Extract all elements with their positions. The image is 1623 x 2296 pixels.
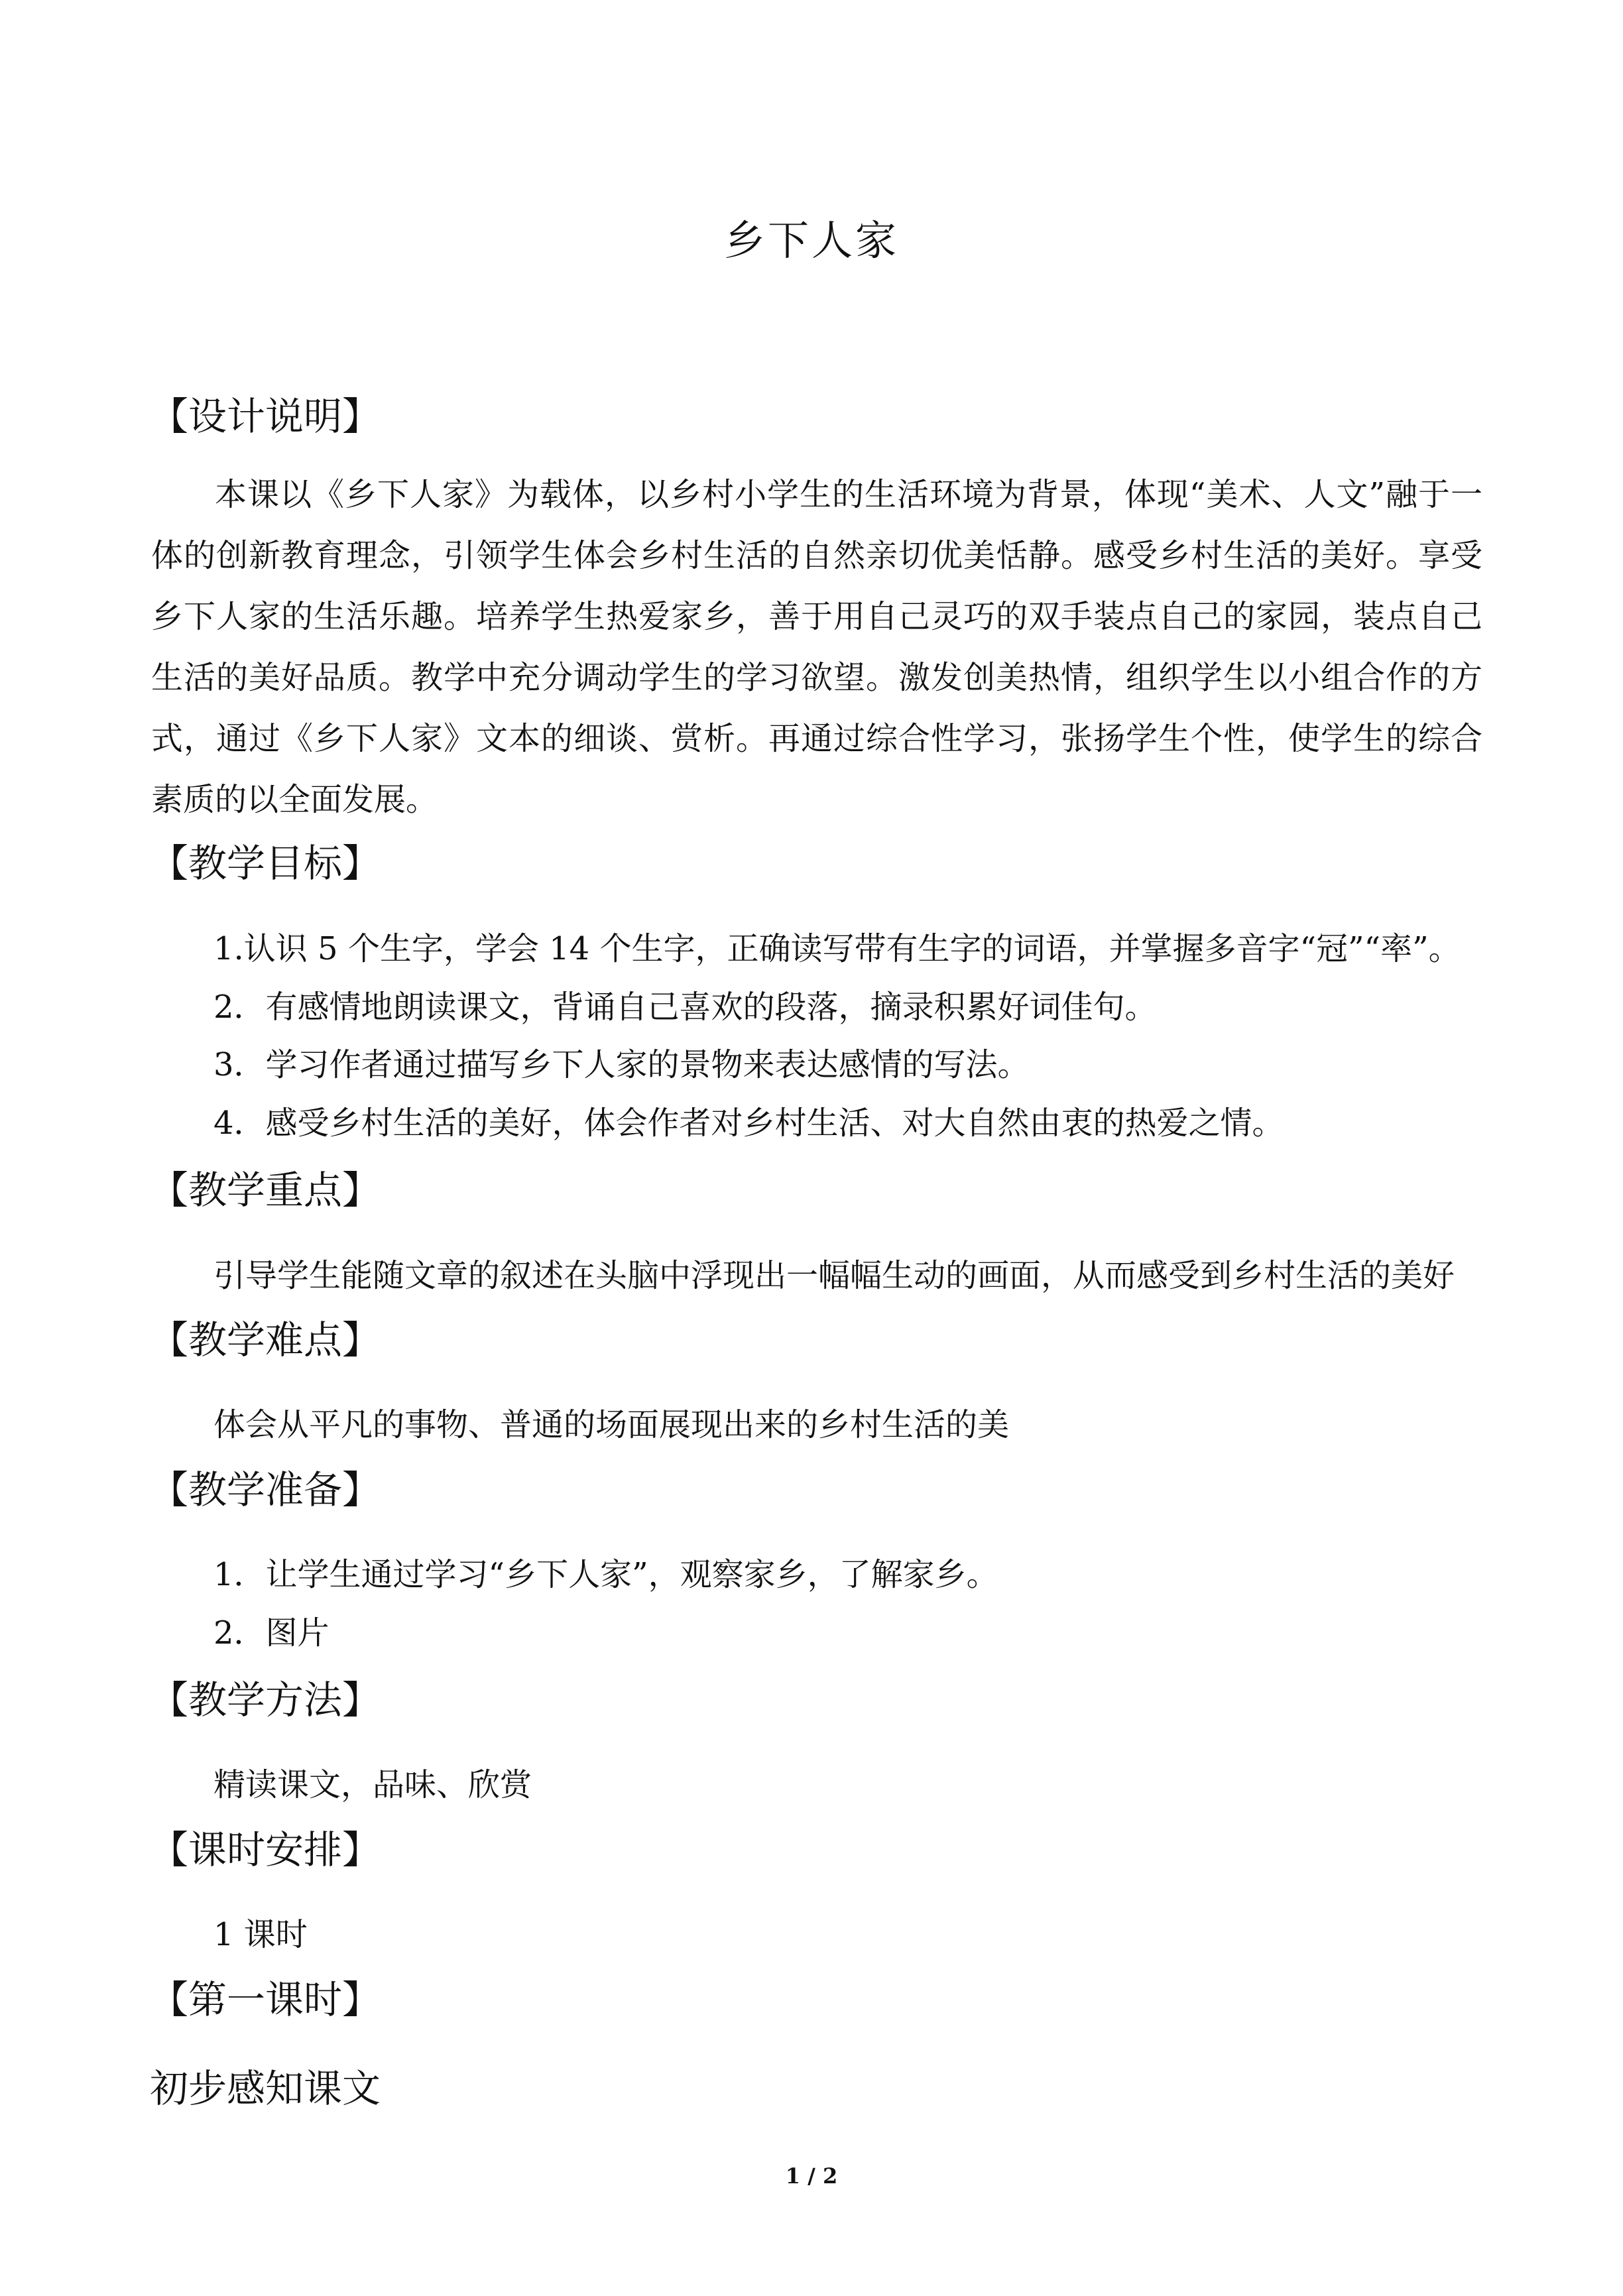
goal-item-3: 3．学习作者通过描写乡下人家的景物来表达感情的写法。 (213, 1046, 1030, 1083)
section-heading-design: 【设计说明】 (150, 394, 381, 439)
section-heading-methods: 【教学方法】 (150, 1677, 381, 1722)
section-heading-key-points: 【教学重点】 (150, 1168, 381, 1213)
subheading-perception: 初步感知课文 (150, 2066, 381, 2111)
preparation-item-2: 2．图片 (213, 1614, 330, 1652)
section-heading-first-lesson: 【第一课时】 (150, 1977, 381, 2022)
preparation-item-1: 1．让学生通过学习“乡下人家”，观察家乡，了解家乡。 (213, 1556, 998, 1593)
key-points-text: 引导学生能随文章的叙述在头脑中浮现出一幅幅生动的画面，从而感受到乡村生活的美好 (213, 1257, 1455, 1294)
section-heading-difficulties: 【教学难点】 (150, 1317, 381, 1362)
methods-text: 精读课文，品味、欣赏 (213, 1766, 532, 1803)
section-heading-goals: 【教学目标】 (150, 841, 381, 886)
schedule-text: 1 课时 (213, 1916, 308, 1953)
difficulties-text: 体会从平凡的事物、普通的场面展现出来的乡村生活的美 (213, 1406, 1010, 1443)
section-heading-schedule: 【课时安排】 (150, 1827, 381, 1872)
section-heading-preparation: 【教学准备】 (150, 1467, 381, 1512)
design-paragraph: 本课以《乡下人家》为载体，以乡村小学生的生活环境为背景，体现“美术、人文”融于一体的创新教育理念，引领学生体会乡村生活的自然亲切优美恬静。感受乡村生活的美好。享受乡下人家的生活乐趣。培养学生热爱家乡，善于用自己灵巧的双手装点自己的家园，装点自己生活的美好品质。教学中充分调动学生的学习欲望。激发创美热情，组织学生以小组合作的方式，通过《乡下人家》文本的细谈、赏析。再通过综合性学习，张扬学生个性，使学生的综合素质的以全面发展。 (151, 476, 1482, 818)
goal-item-2: 2．有感情地朗读课文，背诵自己喜欢的段落，摘录积累好词佳句。 (213, 989, 1157, 1026)
page-number: 1 / 2 (785, 2163, 838, 2189)
goal-item-4: 4．感受乡村生活的美好，体会作者对乡村生活、对大自然由衷的热爱之情。 (213, 1105, 1284, 1142)
document-title: 乡下人家 (723, 216, 899, 265)
goal-item-1: 1.认识 5 个生字，学会 14 个生字，正确读写带有生字的词语，并掌握多音字“冠”“率”。 (213, 930, 1461, 967)
